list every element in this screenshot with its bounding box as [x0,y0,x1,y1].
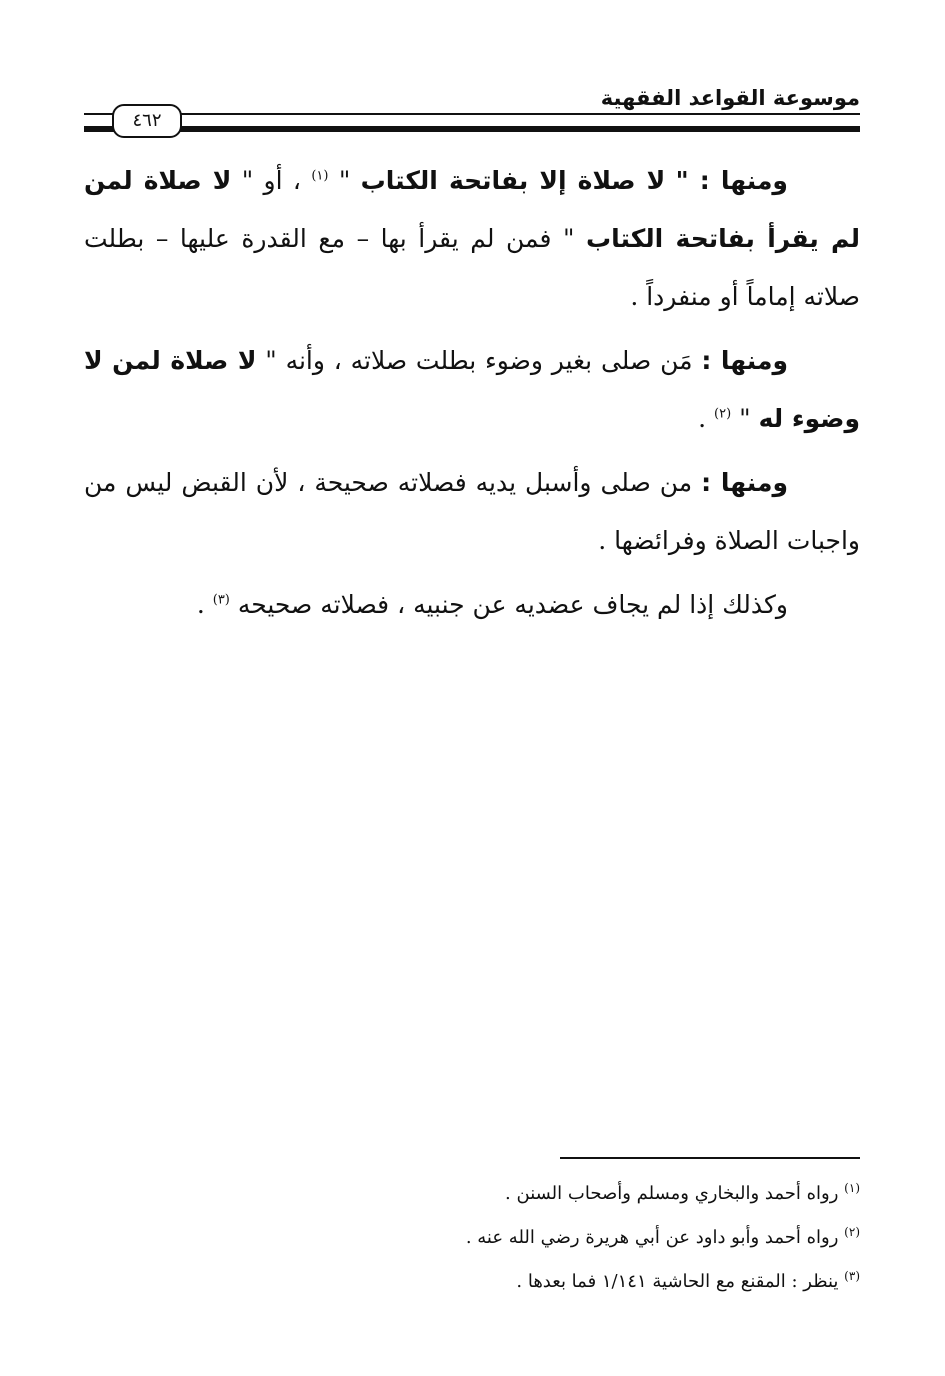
footnote-2-text: رواه أحمد وأبو داود عن أبي هريرة رضي الله عنه . [465,1227,839,1248]
para4-tail: . [196,590,205,619]
footnote-ref-3: (٣) [212,592,230,608]
para2-tail: . [698,404,707,433]
footnote-separator [560,1157,860,1159]
footnote-3 [84,1260,860,1304]
para4-text: وكذلك إذا لم يجاف عضديه عن جنبيه ، فصلاته صحيحه [237,590,788,619]
para2-text: مَن صلى بغير وضوء بطلت صلاته ، وأنه " [265,346,693,375]
footnotes [84,1172,860,1304]
footnote-1 [84,1172,860,1216]
para1-mid2: ، أو " [241,166,301,195]
hadith-quote-2: لا صلاة لمن لم يقرأ بفاتحة الكتاب [84,166,860,253]
footnote-ref-1: (١) [311,168,329,184]
footnote-1-number: (١) [844,1181,860,1195]
para2-lead: ومنها : [701,346,788,375]
footnote-3-number: (٣) [844,1269,860,1283]
footnote-1-text: رواه أحمد والبخاري ومسلم وأصحاب السنن . [505,1183,839,1204]
page-number: ٤٦٢ [112,104,182,138]
para3-text: من صلى وأسبل يديه فصلاته صحيحة ، لأن القبض ليس من واجبات الصلاة وفرائضها . [84,468,860,555]
hadith-quote-3: لا صلاة لمن لا وضوء له [84,346,860,433]
para2-mid: " [739,404,751,433]
footnote-ref-2: (٢) [714,406,732,422]
page-header [84,84,860,144]
main-text [84,152,860,640]
paragraph-3 [84,454,860,570]
paragraph-4 [84,576,860,634]
paragraph-1 [84,152,860,326]
header-thin-rule [84,113,860,115]
para3-lead: ومنها : [701,468,788,497]
hadith-quote-1: لا صلاة إلا بفاتحة الكتاب [360,166,666,195]
para1-mid1: " [338,166,351,195]
para1-tail: " فمن لم يقرأ بها – مع القدرة عليها – بطلت صلاته إماماً أو منفرداً . [84,224,860,311]
header-thick-rule [84,126,860,132]
footnote-2 [84,1216,860,1260]
footnote-3-text: ينظر : المقنع مع الحاشية ١/١٤١ فما بعدها . [516,1271,839,1292]
para1-lead: ومنها : " [675,166,788,195]
footnote-2-number: (٢) [844,1225,860,1239]
running-title: موسوعة القواعد الفقهية [600,86,860,110]
paragraph-2 [84,332,860,448]
